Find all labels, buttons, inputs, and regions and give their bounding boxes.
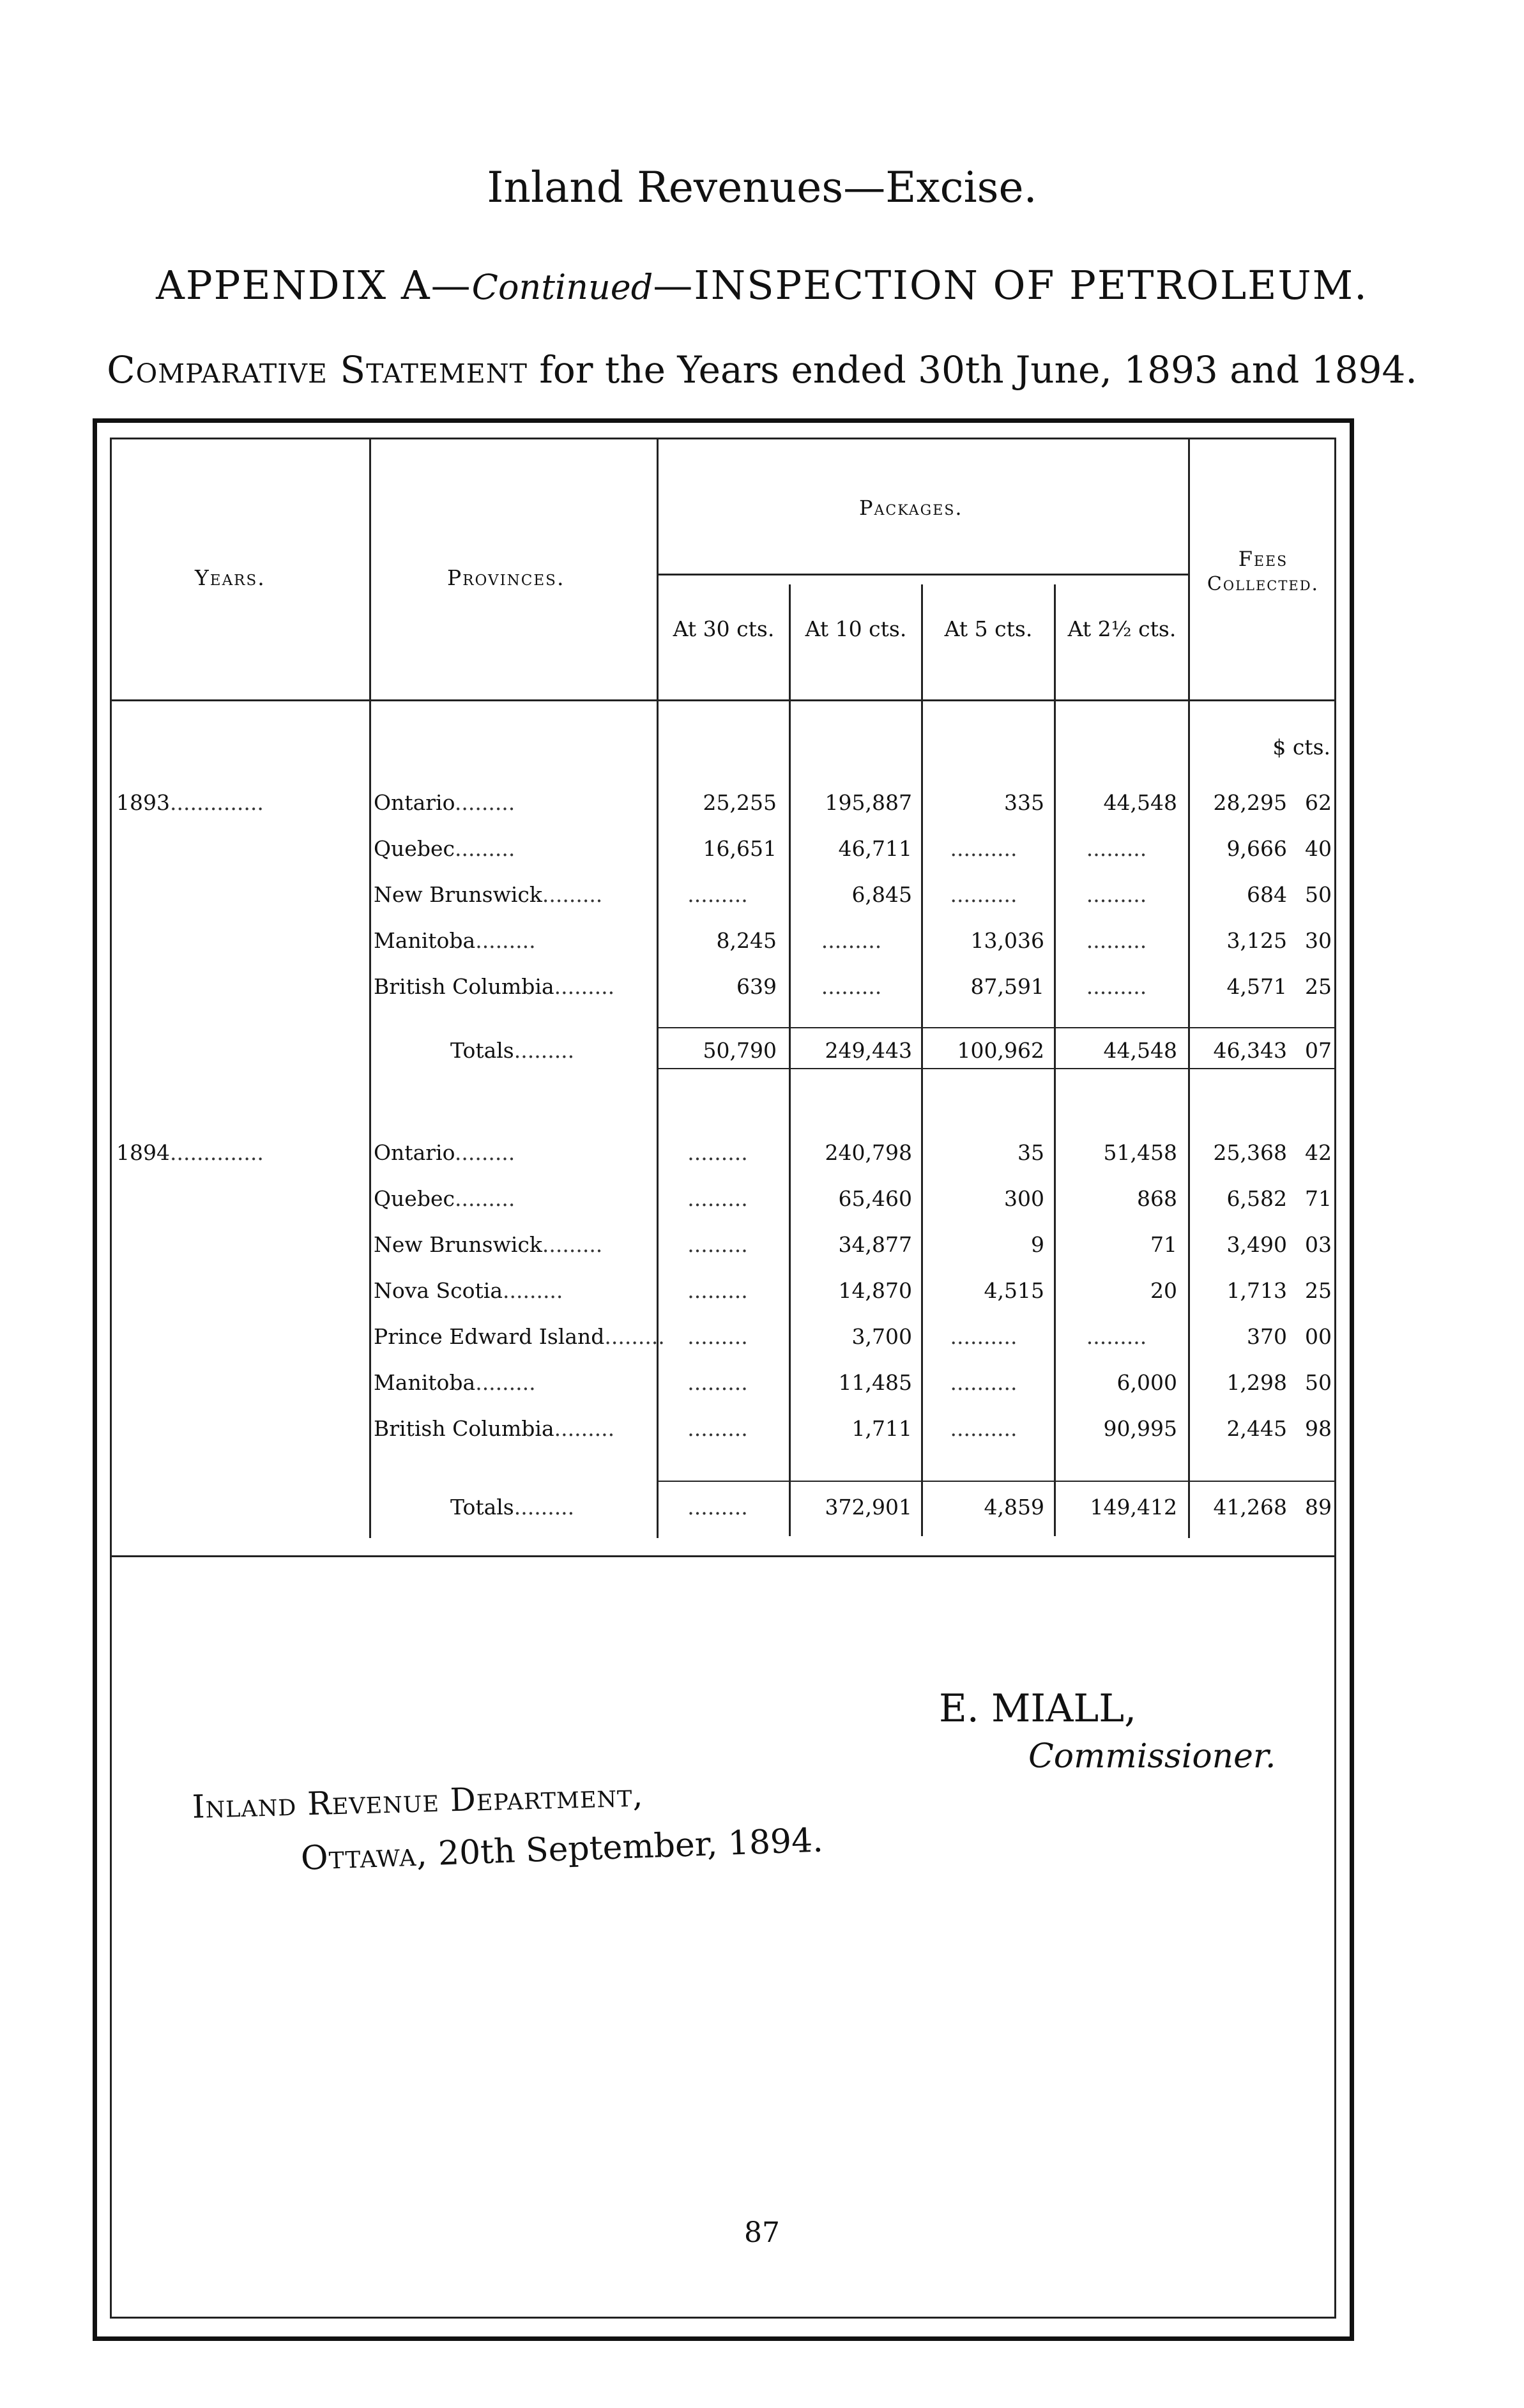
province-name [374, 1186, 655, 1212]
province-name-text: Quebec [374, 836, 455, 861]
cell-dollars: 1,298 [1226, 1370, 1287, 1395]
province-name-text: Prince Edward Island [374, 1324, 605, 1349]
cell-at5: 87,591 [970, 974, 1044, 999]
year-1893-label [116, 790, 264, 816]
cell-at30: 25,255 [703, 790, 777, 815]
province-name [374, 882, 655, 908]
dot-leader: ......... [454, 836, 515, 861]
empty-cell-dots: ......... [687, 1495, 748, 1520]
dot-leader: ......... [542, 1232, 603, 1257]
cell-at10: 46,711 [838, 836, 912, 861]
totals-1893-top-rule [658, 1027, 1335, 1028]
province-name [374, 790, 655, 816]
cell-at10: 65,460 [838, 1186, 912, 1211]
cell-dollars: 1,713 [1226, 1278, 1287, 1303]
totals-label-text: Totals [450, 1038, 514, 1063]
province-name [374, 836, 655, 862]
cell-at10: 240,798 [825, 1140, 912, 1165]
cell-at30: 50,790 [703, 1038, 777, 1063]
cell-cents: 50 [1305, 1370, 1332, 1395]
cell-at10: 6,845 [851, 882, 912, 907]
year-1894-label [116, 1140, 264, 1166]
province-name [374, 1140, 655, 1166]
empty-cell-dots: ......... [1086, 882, 1147, 907]
cell-cents: 62 [1305, 790, 1332, 815]
province-name [374, 1416, 655, 1442]
cell-at2-half: 868 [1137, 1186, 1177, 1211]
cell-at5: 335 [1004, 790, 1044, 815]
empty-cell-dots: ......... [1086, 974, 1147, 999]
totals-1894-top-rule [658, 1481, 1335, 1482]
empty-cell-dots: .......... [950, 836, 1017, 861]
dot-leader: ......... [475, 1370, 536, 1395]
cell-at2-half: 44,548 [1103, 1038, 1177, 1063]
department-city: Ottawa, [300, 1835, 429, 1878]
empty-cell-dots: .......... [950, 1370, 1017, 1395]
cell-dollars: 41,268 [1213, 1495, 1287, 1520]
dot-leader: ......... [503, 1278, 563, 1303]
table-bottom-rule [112, 1555, 1335, 1557]
appendix-suffix: —INSPECTION OF PETROLEUM. [653, 262, 1368, 309]
header-fees-line2: Collected. [1207, 573, 1320, 595]
province-name-text: Nova Scotia [374, 1278, 503, 1303]
department-date: 20th September, 1894. [427, 1821, 824, 1874]
province-name-text: Manitoba [374, 1370, 476, 1395]
cell-dollars: 25,368 [1213, 1140, 1287, 1165]
dot-leader: ......... [554, 974, 615, 999]
empty-cell-dots: ......... [687, 1324, 748, 1349]
cell-dollars: 46,343 [1213, 1038, 1287, 1063]
cell-cents: 50 [1305, 882, 1332, 907]
cell-cents: 40 [1305, 836, 1332, 861]
cell-cents: 30 [1305, 928, 1332, 953]
dot-leader: ......... [475, 928, 536, 953]
cell-at30: 8,245 [716, 928, 777, 953]
province-name-text: Ontario [374, 790, 455, 815]
header-currency-units: $ cts. [1272, 735, 1330, 759]
empty-cell-dots: ......... [687, 882, 748, 907]
cell-dollars: 6,582 [1226, 1186, 1287, 1211]
empty-cell-dots: ......... [1086, 1324, 1147, 1349]
appendix-heading [0, 262, 1524, 309]
empty-cell-dots: ......... [687, 1186, 748, 1211]
empty-cell-dots: ......... [821, 974, 882, 999]
cell-at5: 35 [1017, 1140, 1044, 1165]
department-line1: Inland Revenue Department, [192, 1776, 644, 1825]
empty-cell-dots: ......... [687, 1416, 748, 1441]
cell-cents: 89 [1305, 1495, 1332, 1520]
dot-leader: .............. [169, 1140, 264, 1165]
header-fees-line1: Fees [1238, 547, 1288, 571]
header-at10: At 10 cts. [805, 616, 907, 641]
empty-cell-dots: ......... [687, 1370, 748, 1395]
empty-cell-dots: .......... [950, 882, 1017, 907]
cell-dollars: 2,445 [1226, 1416, 1287, 1441]
cell-at10: 249,443 [825, 1038, 912, 1063]
cell-dollars: 3,490 [1226, 1232, 1287, 1257]
province-name [374, 928, 655, 954]
cell-at30: 16,651 [703, 836, 777, 861]
signature-title: Commissioner. [1028, 1737, 1276, 1776]
cell-dollars: 9,666 [1226, 836, 1287, 861]
province-name-text: New Brunswick [374, 882, 542, 907]
cell-cents: 25 [1305, 974, 1332, 999]
province-name-text: Ontario [374, 1140, 455, 1165]
dot-leader: ......... [454, 790, 515, 815]
cell-cents: 03 [1305, 1232, 1332, 1257]
dot-leader: .............. [169, 790, 264, 815]
province-name [374, 974, 655, 1000]
cell-at5: 4,859 [984, 1495, 1044, 1520]
header-at30: At 30 cts. [673, 616, 775, 641]
province-name [374, 1324, 665, 1350]
cell-at30: 639 [736, 974, 777, 999]
totals-label-text: Totals [450, 1495, 514, 1520]
cell-at2-half: 51,458 [1103, 1140, 1177, 1165]
province-name-text: New Brunswick [374, 1232, 542, 1257]
province-name-text: British Columbia [374, 1416, 554, 1441]
cell-cents: 07 [1305, 1038, 1332, 1063]
province-name-text: Manitoba [374, 928, 476, 953]
empty-cell-dots: ......... [687, 1278, 748, 1303]
appendix-prefix: APPENDIX A— [156, 262, 472, 309]
header-provinces: Provinces. [447, 565, 565, 590]
comparative-statement-text: for the Years ended 30th June, 1893 and 1894. [527, 348, 1417, 392]
cell-dollars: 684 [1247, 882, 1287, 907]
empty-cell-dots: ......... [687, 1140, 748, 1165]
empty-cell-dots: ......... [1086, 836, 1147, 861]
province-name-text: British Columbia [374, 974, 554, 999]
comparative-statement-heading [0, 348, 1524, 392]
dot-leader: ......... [514, 1038, 575, 1063]
cell-at5: 100,962 [957, 1038, 1044, 1063]
cell-cents: 25 [1305, 1278, 1332, 1303]
dot-leader: ......... [454, 1140, 515, 1165]
province-name-text: Quebec [374, 1186, 455, 1211]
empty-cell-dots: ......... [687, 1232, 748, 1257]
dot-leader: ......... [554, 1416, 615, 1441]
cell-dollars: 4,571 [1226, 974, 1287, 999]
header-packages: Packages. [859, 496, 963, 520]
cell-at10: 14,870 [838, 1278, 912, 1303]
cell-cents: 00 [1305, 1324, 1332, 1349]
dot-leader: ......... [604, 1324, 665, 1349]
cell-at10: 195,887 [825, 790, 912, 815]
year-1894: 1894 [116, 1140, 170, 1165]
signature-name: E. MIALL, [939, 1686, 1137, 1731]
appendix-continued: Continued [471, 267, 653, 307]
cell-at10: 34,877 [838, 1232, 912, 1257]
empty-cell-dots: ......... [821, 928, 882, 953]
totals-label [374, 1495, 655, 1520]
cell-at2-half: 20 [1150, 1278, 1177, 1303]
cell-at5: 9 [1031, 1232, 1044, 1257]
header-at2half: At 2½ cts. [1067, 616, 1177, 641]
cell-at5: 4,515 [984, 1278, 1044, 1303]
header-years: Years. [195, 565, 266, 590]
dot-leader: ......... [542, 882, 603, 907]
cell-at10: 1,711 [851, 1416, 912, 1441]
cell-dollars: 370 [1247, 1324, 1287, 1349]
province-name [374, 1232, 655, 1258]
province-name [374, 1370, 655, 1396]
packages-underline [658, 574, 1188, 575]
empty-cell-dots: .......... [950, 1416, 1017, 1441]
empty-cell-dots: ......... [1086, 928, 1147, 953]
dot-leader: ......... [454, 1186, 515, 1211]
totals-label [374, 1038, 655, 1063]
cell-at2-half: 6,000 [1116, 1370, 1177, 1395]
cell-dollars: 28,295 [1213, 790, 1287, 815]
cell-at5: 300 [1004, 1186, 1044, 1211]
comparative-statement-label: Comparative Statement [107, 348, 528, 392]
header-at5: At 5 cts. [944, 616, 1033, 641]
cell-at5: 13,036 [970, 928, 1044, 953]
year-1893: 1893 [116, 790, 170, 815]
cell-cents: 42 [1305, 1140, 1332, 1165]
cell-cents: 71 [1305, 1186, 1332, 1211]
divider-packages-fees [1188, 439, 1190, 1538]
divider-years-provinces [369, 439, 371, 1538]
cell-at2-half: 90,995 [1103, 1416, 1177, 1441]
empty-cell-dots: .......... [950, 1324, 1017, 1349]
cell-cents: 98 [1305, 1416, 1332, 1441]
cell-at2-half: 44,548 [1103, 790, 1177, 815]
page-number: 87 [744, 2216, 780, 2249]
province-name [374, 1278, 655, 1304]
cell-at10: 372,901 [825, 1495, 912, 1520]
page-title: Inland Revenues—Excise. [487, 163, 1037, 212]
header-bottom-rule [112, 699, 1335, 701]
cell-dollars: 3,125 [1226, 928, 1287, 953]
cell-at2-half: 149,412 [1090, 1495, 1177, 1520]
cell-at10: 3,700 [851, 1324, 912, 1349]
totals-1893-bottom-rule [658, 1068, 1335, 1069]
cell-at10: 11,485 [838, 1370, 912, 1395]
cell-at2-half: 71 [1150, 1232, 1177, 1257]
dot-leader: ......... [514, 1495, 575, 1520]
